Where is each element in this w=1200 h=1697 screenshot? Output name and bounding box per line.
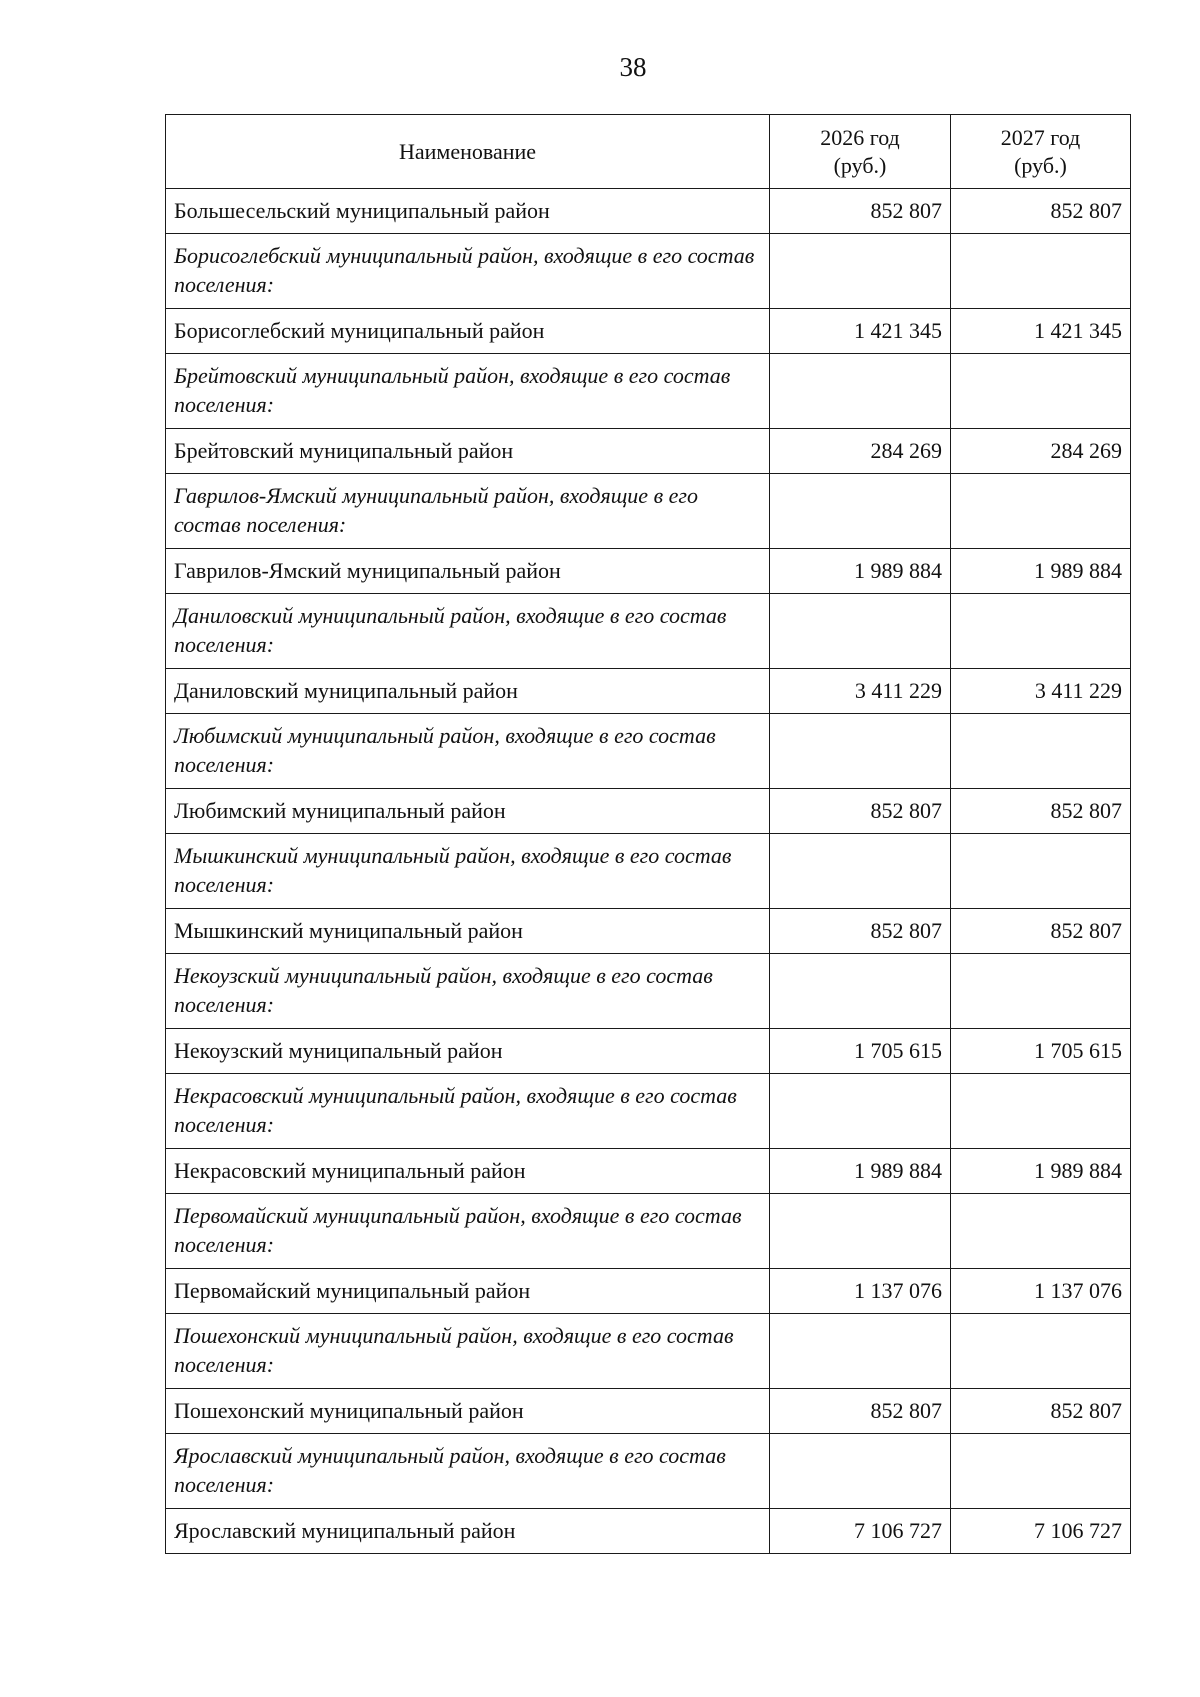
row-value-2026: 7 106 727 <box>770 1509 951 1554</box>
row-value-2027 <box>951 1194 1131 1269</box>
row-name: Любимский муниципальный район <box>166 789 770 834</box>
row-name: Борисоглебский муниципальный район <box>166 309 770 354</box>
row-value-2027: 852 807 <box>951 909 1131 954</box>
table-row <box>166 1269 1131 1314</box>
table-row <box>166 309 1131 354</box>
table-row <box>166 1434 1131 1509</box>
table-row <box>166 954 1131 1029</box>
row-value-2027: 1 421 345 <box>951 309 1131 354</box>
row-value-2027: 3 411 229 <box>951 669 1131 714</box>
row-value-2026: 852 807 <box>770 189 951 234</box>
row-value-2026 <box>770 1074 951 1149</box>
row-value-2027: 284 269 <box>951 429 1131 474</box>
row-name: Брейтовский муниципальный район <box>166 429 770 474</box>
row-value-2027: 1 989 884 <box>951 549 1131 594</box>
row-value-2026 <box>770 1314 951 1389</box>
row-value-2026 <box>770 594 951 669</box>
row-value-2027 <box>951 834 1131 909</box>
row-name: Гаврилов-Ямский муниципальный район, входящие в его состав поселения: <box>166 474 770 549</box>
row-value-2027: 852 807 <box>951 1389 1131 1434</box>
row-value-2026: 852 807 <box>770 1389 951 1434</box>
row-value-2026 <box>770 234 951 309</box>
table-row <box>166 1194 1131 1269</box>
row-value-2027 <box>951 1074 1131 1149</box>
row-value-2026 <box>770 834 951 909</box>
table-row <box>166 1074 1131 1149</box>
table-row <box>166 789 1131 834</box>
row-name: Некрасовский муниципальный район, входящие в его состав поселения: <box>166 1074 770 1149</box>
table-row <box>166 429 1131 474</box>
row-value-2026: 1 421 345 <box>770 309 951 354</box>
table-header <box>166 115 1131 189</box>
header-2027 <box>951 115 1131 189</box>
row-name: Ярославский муниципальный район, входящие в его состав поселения: <box>166 1434 770 1509</box>
budget-table <box>165 114 1131 1554</box>
header-2027-unit: (руб.) <box>1014 152 1067 178</box>
row-value-2026 <box>770 1434 951 1509</box>
row-name: Брейтовский муниципальный район, входящие в его состав поселения: <box>166 354 770 429</box>
row-value-2027 <box>951 234 1131 309</box>
row-name: Пошехонский муниципальный район, входящие в его состав поселения: <box>166 1314 770 1389</box>
row-value-2027: 1 989 884 <box>951 1149 1131 1194</box>
table-row <box>166 909 1131 954</box>
table-row <box>166 1389 1131 1434</box>
row-value-2027 <box>951 594 1131 669</box>
header-2027-year: 2027 год <box>1000 125 1081 150</box>
header-2026 <box>770 115 951 189</box>
row-name: Даниловский муниципальный район <box>166 669 770 714</box>
header-name: Наименование <box>166 115 770 189</box>
row-value-2026: 852 807 <box>770 909 951 954</box>
row-name: Борисоглебский муниципальный район, входящие в его состав поселения: <box>166 234 770 309</box>
table-row <box>166 354 1131 429</box>
row-name: Некоузский муниципальный район, входящие в его состав поселения: <box>166 954 770 1029</box>
table-row <box>166 189 1131 234</box>
table-row <box>166 234 1131 309</box>
row-value-2026: 1 137 076 <box>770 1269 951 1314</box>
table-row <box>166 474 1131 549</box>
table-row <box>166 834 1131 909</box>
header-2026-year: 2026 год <box>820 125 900 150</box>
header-row <box>166 115 1131 189</box>
row-name: Мышкинский муниципальный район, входящие в его состав поселения: <box>166 834 770 909</box>
row-value-2026: 3 411 229 <box>770 669 951 714</box>
row-name: Некоузский муниципальный район <box>166 1029 770 1074</box>
row-value-2026: 1 705 615 <box>770 1029 951 1074</box>
row-name: Первомайский муниципальный район, входящие в его состав поселения: <box>166 1194 770 1269</box>
row-name: Гаврилов-Ямский муниципальный район <box>166 549 770 594</box>
row-value-2027: 1 137 076 <box>951 1269 1131 1314</box>
row-value-2027 <box>951 1434 1131 1509</box>
row-value-2026 <box>770 354 951 429</box>
row-value-2027: 852 807 <box>951 189 1131 234</box>
row-name: Большесельский муниципальный район <box>166 189 770 234</box>
row-name: Некрасовский муниципальный район <box>166 1149 770 1194</box>
row-value-2026: 852 807 <box>770 789 951 834</box>
table-row <box>166 1314 1131 1389</box>
page-number: 38 <box>619 52 647 82</box>
row-value-2027 <box>951 354 1131 429</box>
row-value-2027 <box>951 954 1131 1029</box>
table-row <box>166 1149 1131 1194</box>
table-row <box>166 714 1131 789</box>
row-value-2026 <box>770 474 951 549</box>
table-row <box>166 669 1131 714</box>
row-name: Даниловский муниципальный район, входящие в его состав поселения: <box>166 594 770 669</box>
row-value-2027 <box>951 1314 1131 1389</box>
table-row <box>166 1509 1131 1554</box>
row-value-2027: 852 807 <box>951 789 1131 834</box>
row-name: Любимский муниципальный район, входящие в его состав поселения: <box>166 714 770 789</box>
row-value-2026 <box>770 954 951 1029</box>
row-name: Первомайский муниципальный район <box>166 1269 770 1314</box>
row-value-2026: 1 989 884 <box>770 549 951 594</box>
table-row <box>166 549 1131 594</box>
row-value-2027 <box>951 474 1131 549</box>
row-value-2026: 1 989 884 <box>770 1149 951 1194</box>
table-body <box>166 189 1131 1554</box>
row-value-2026 <box>770 714 951 789</box>
row-value-2026: 284 269 <box>770 429 951 474</box>
row-value-2026 <box>770 1194 951 1269</box>
row-value-2027 <box>951 714 1131 789</box>
row-name: Мышкинский муниципальный район <box>166 909 770 954</box>
row-value-2027: 7 106 727 <box>951 1509 1131 1554</box>
row-value-2027: 1 705 615 <box>951 1029 1131 1074</box>
header-2026-unit: (руб.) <box>833 152 887 178</box>
table-row <box>166 1029 1131 1074</box>
row-name: Пошехонский муниципальный район <box>166 1389 770 1434</box>
row-name: Ярославский муниципальный район <box>166 1509 770 1554</box>
table-row <box>166 594 1131 669</box>
